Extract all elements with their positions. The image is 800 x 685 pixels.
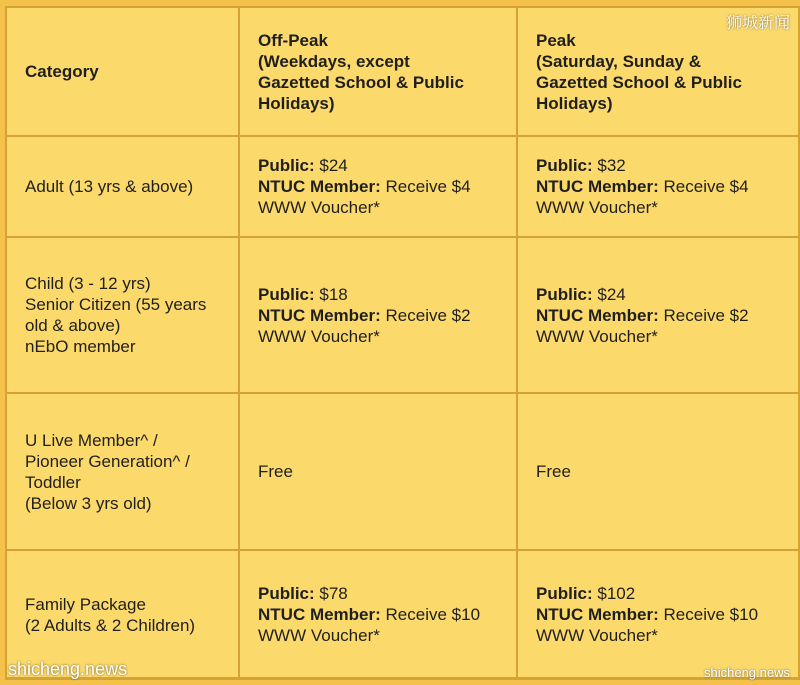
public-price <box>258 155 516 176</box>
public-value: $24 <box>592 284 626 304</box>
public-price <box>258 583 516 604</box>
ntuc-offer <box>536 305 799 326</box>
row-category <box>6 136 239 237</box>
header-offpeak-line: Off-Peak <box>258 30 328 50</box>
ntuc-offer <box>258 305 516 326</box>
peak-price-cell <box>517 393 800 550</box>
public-value: $24 <box>314 156 348 175</box>
category-line: Child (3 - 12 yrs) <box>25 274 151 293</box>
header-offpeak-line: (Weekdays, except <box>258 51 410 71</box>
public-price <box>536 583 799 604</box>
ntuc-value: Receive $4 <box>380 177 471 196</box>
category-line: U Live Member^ / <box>25 430 158 450</box>
public-label: Public: <box>536 584 593 603</box>
public-label: Public: <box>536 284 593 304</box>
header-peak-line: Gazetted School & Public <box>536 72 742 92</box>
ntuc-label: NTUC Member: <box>258 305 381 325</box>
free-text: Free <box>536 462 571 481</box>
public-label: Public: <box>258 584 315 603</box>
category-line: old & above) <box>25 316 121 335</box>
header-category-label: Category <box>25 62 99 81</box>
public-label: Public: <box>536 156 593 175</box>
voucher-text: WWW Voucher* <box>536 626 658 645</box>
peak-price-cell <box>517 237 800 393</box>
public-value: $18 <box>314 284 348 304</box>
table-header-row <box>6 7 800 136</box>
header-peak-line: Holidays) <box>536 93 613 113</box>
pricing-table <box>5 6 800 680</box>
ntuc-value: Receive $10 <box>380 605 481 624</box>
table-row <box>6 237 800 393</box>
category-line: (2 Adults & 2 Children) <box>25 615 196 635</box>
voucher-text: WWW Voucher* <box>258 626 380 645</box>
public-value: $78 <box>314 584 348 603</box>
voucher-text: WWW Voucher* <box>258 198 380 217</box>
header-offpeak-line: Holidays) <box>258 93 335 113</box>
row-category <box>6 237 239 393</box>
table-row <box>6 393 800 550</box>
ntuc-label: NTUC Member: <box>536 177 659 196</box>
ntuc-label: NTUC Member: <box>536 605 659 624</box>
offpeak-price-cell <box>239 237 517 393</box>
public-label: Public: <box>258 284 315 304</box>
category-line: Family Package <box>25 594 146 614</box>
voucher-text: WWW Voucher* <box>536 326 658 346</box>
ntuc-offer <box>536 176 799 197</box>
table-row <box>6 136 800 237</box>
offpeak-price-cell <box>239 393 517 550</box>
voucher-text: WWW Voucher* <box>536 198 658 217</box>
ntuc-value: Receive $2 <box>380 305 471 325</box>
ntuc-label: NTUC Member: <box>258 605 381 624</box>
offpeak-price-cell <box>239 136 517 237</box>
voucher-text: WWW Voucher* <box>258 326 380 346</box>
public-label: Public: <box>258 156 315 175</box>
ntuc-value: Receive $10 <box>658 605 759 624</box>
row-category <box>6 393 239 550</box>
category-line: Toddler <box>25 472 81 492</box>
ntuc-value: Receive $2 <box>658 305 749 325</box>
ntuc-value: Receive $4 <box>658 177 749 196</box>
watermark-bottom-left: shicheng.news <box>8 659 128 679</box>
public-value: $102 <box>592 584 636 603</box>
header-offpeak <box>239 7 517 136</box>
public-price <box>258 284 516 305</box>
public-value: $32 <box>592 156 626 175</box>
watermark-top-right: 狮城新闻 <box>725 15 790 32</box>
ntuc-offer <box>258 604 516 625</box>
ntuc-offer <box>536 604 799 625</box>
peak-price-cell <box>517 136 800 237</box>
category-line: nEbO member <box>25 337 136 356</box>
offpeak-price-cell <box>239 550 517 679</box>
header-peak-line: Peak <box>536 30 576 50</box>
ntuc-label: NTUC Member: <box>536 305 659 325</box>
public-price <box>536 284 799 305</box>
header-offpeak-line: Gazetted School & Public <box>258 72 464 92</box>
ntuc-label: NTUC Member: <box>258 177 381 196</box>
category-line: Adult (13 yrs & above) <box>25 177 194 196</box>
free-text: Free <box>258 462 293 481</box>
public-price <box>536 155 799 176</box>
category-line: (Below 3 yrs old) <box>25 493 152 513</box>
category-line: Senior Citizen (55 years <box>25 295 207 314</box>
header-peak-line: (Saturday, Sunday & <box>536 51 701 71</box>
peak-price-cell <box>517 550 800 679</box>
watermark-bottom-right: shicheng.news <box>704 665 790 680</box>
ntuc-offer <box>258 176 516 197</box>
header-category <box>6 7 239 136</box>
category-line: Pioneer Generation^ / <box>25 451 190 471</box>
